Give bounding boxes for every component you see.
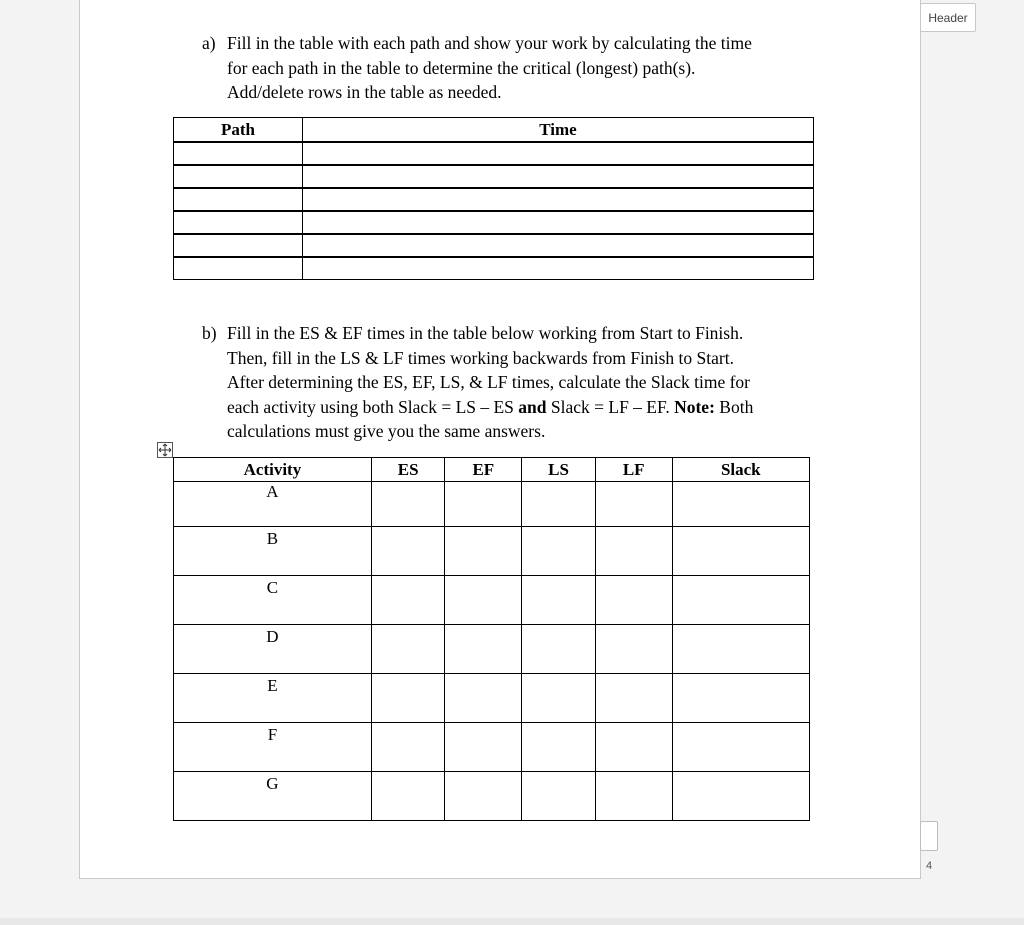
es-cell[interactable]	[371, 723, 445, 772]
es-cell[interactable]	[371, 772, 445, 821]
slack-cell[interactable]	[672, 576, 809, 625]
activity-times-table	[173, 457, 810, 821]
ef-cell[interactable]	[445, 674, 522, 723]
slack-cell[interactable]	[672, 723, 809, 772]
bottom-scroll-strip	[0, 918, 1024, 925]
ls-cell[interactable]	[522, 723, 596, 772]
ef-column-header: EF	[445, 458, 522, 482]
part-a-label: a)	[202, 33, 216, 53]
ls-cell[interactable]	[522, 674, 596, 723]
slack-cell[interactable]	[672, 527, 809, 576]
part-b-line: each activity using both Slack = LS – ES and Slack = LF – EF. Note: Both	[227, 396, 754, 417]
es-cell[interactable]	[371, 625, 445, 674]
path-column-header: Path	[174, 118, 303, 143]
activity-cell: F	[174, 723, 372, 772]
ls-column-header: LS	[522, 458, 596, 482]
ef-cell[interactable]	[445, 482, 522, 527]
path-cell[interactable]	[174, 165, 303, 188]
lf-cell[interactable]	[595, 674, 672, 723]
time-cell[interactable]	[303, 188, 814, 211]
es-cell[interactable]	[371, 482, 445, 527]
ls-cell[interactable]	[522, 527, 596, 576]
ef-cell[interactable]	[445, 723, 522, 772]
ef-cell[interactable]	[445, 772, 522, 821]
part-a-line: for each path in the table to determine the critical (longest) path(s).	[227, 57, 696, 78]
slack-column-header: Slack	[672, 458, 809, 482]
ef-cell[interactable]	[445, 625, 522, 674]
part-b-line: After determining the ES, EF, LS, & LF times, calculate the Slack time for	[227, 372, 750, 392]
time-cell[interactable]	[303, 142, 814, 165]
es-cell[interactable]	[371, 674, 445, 723]
path-time-table	[173, 117, 814, 280]
slack-cell[interactable]	[672, 674, 809, 723]
time-column-header: Time	[303, 118, 814, 143]
ls-cell[interactable]	[522, 482, 596, 527]
lf-column-header: LF	[595, 458, 672, 482]
lf-cell[interactable]	[595, 576, 672, 625]
activity-cell: E	[174, 674, 372, 723]
slack-cell[interactable]	[672, 625, 809, 674]
activity-cell: B	[174, 527, 372, 576]
path-cell[interactable]	[174, 257, 303, 280]
time-cell[interactable]	[303, 211, 814, 234]
es-cell[interactable]	[371, 527, 445, 576]
time-cell[interactable]	[303, 257, 814, 280]
ef-cell[interactable]	[445, 576, 522, 625]
activity-column-header: Activity	[174, 458, 372, 482]
part-b-line: Fill in the ES & EF times in the table below working from Start to Finish.	[227, 323, 744, 343]
ls-cell[interactable]	[522, 625, 596, 674]
header-tag[interactable]: Header	[920, 3, 976, 32]
path-cell[interactable]	[174, 142, 303, 165]
activity-cell: G	[174, 772, 372, 821]
lf-cell[interactable]	[595, 772, 672, 821]
lf-cell[interactable]	[595, 723, 672, 772]
part-b-line: Then, fill in the LS & LF times working backwards from Finish to Start.	[227, 347, 734, 368]
activity-cell: C	[174, 576, 372, 625]
ef-cell[interactable]	[445, 527, 522, 576]
slack-cell[interactable]	[672, 482, 809, 527]
ls-cell[interactable]	[522, 576, 596, 625]
part-b-line: calculations must give you the same answers.	[227, 421, 546, 441]
activity-cell: D	[174, 625, 372, 674]
part-a-line: Fill in the table with each path and show your work by calculating the time	[227, 33, 752, 53]
slack-cell[interactable]	[672, 772, 809, 821]
path-cell[interactable]	[174, 234, 303, 257]
lf-cell[interactable]	[595, 527, 672, 576]
lf-cell[interactable]	[595, 482, 672, 527]
path-cell[interactable]	[174, 188, 303, 211]
lf-cell[interactable]	[595, 625, 672, 674]
part-a-line: Add/delete rows in the table as needed.	[227, 82, 502, 102]
activity-cell: A	[174, 482, 372, 527]
path-cell[interactable]	[174, 211, 303, 234]
page-number: 4	[926, 860, 933, 872]
margin-marker[interactable]	[920, 821, 938, 851]
time-cell[interactable]	[303, 234, 814, 257]
es-column-header: ES	[371, 458, 445, 482]
time-cell[interactable]	[303, 165, 814, 188]
part-b-label: b)	[202, 323, 217, 343]
table-move-handle-icon[interactable]	[157, 442, 173, 458]
ls-cell[interactable]	[522, 772, 596, 821]
es-cell[interactable]	[371, 576, 445, 625]
